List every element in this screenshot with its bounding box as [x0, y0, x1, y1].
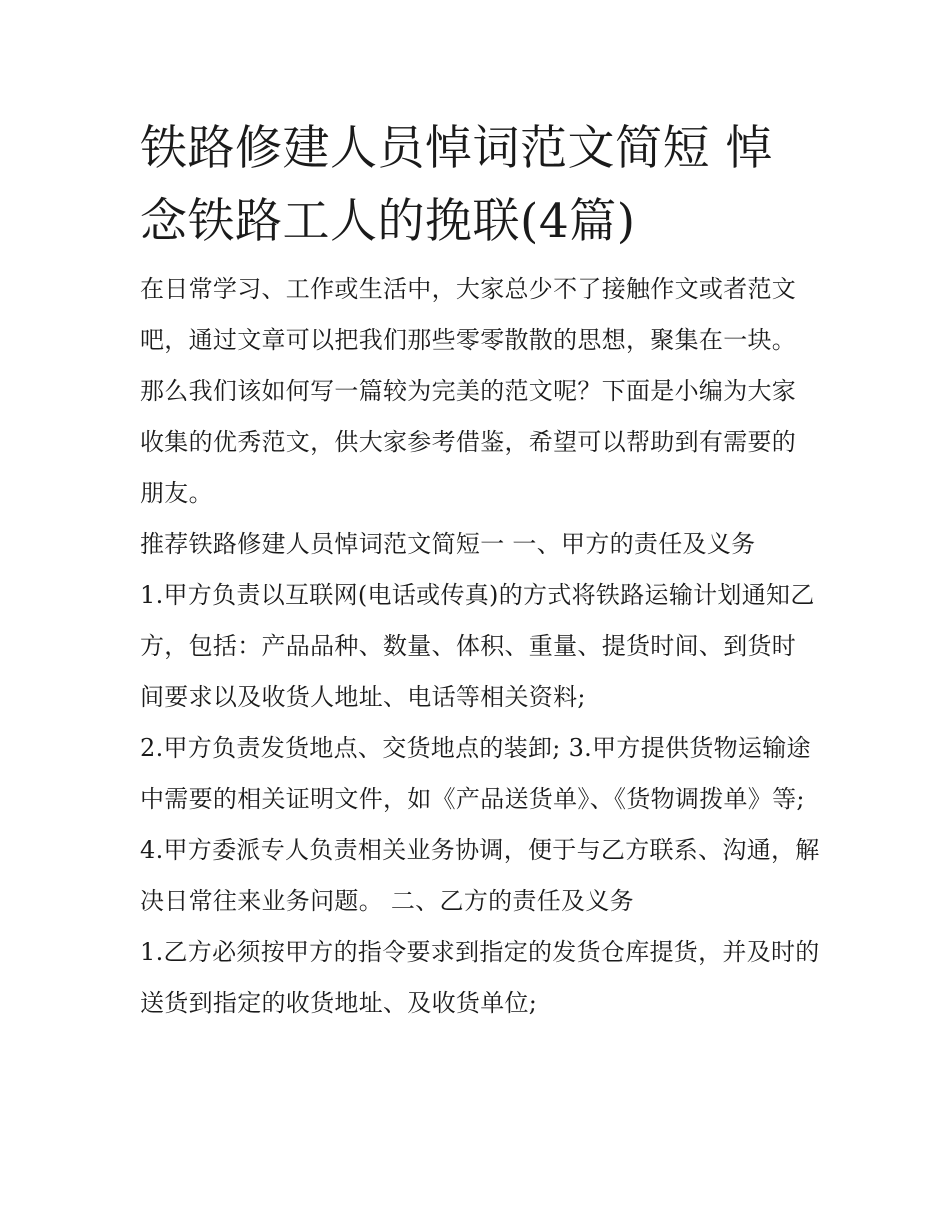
paragraph-item-4: 4.甲方委派专人负责相关业务协调，便于与乙方联系、沟通，解决日常往来业务问题。 二、乙方的责任及义务: [140, 836, 820, 915]
paragraph-party-b-item-1: 1.乙方必须按甲方的指令要求到指定的发货仓库提货，并及时的送货到指定的收货地址、及收货单位;: [140, 938, 820, 1017]
paragraph-intro: 在日常学习、工作或生活中，大家总少不了接触作文或者范文吧，通过文章可以把我们那些零零散散的思想，聚集在一块。那么我们该如何写一篇较为完美的范文呢？下面是小编为大家收集的优秀范文，供大家参考借鉴，希望可以帮助到有需要的朋友。: [140, 275, 797, 507]
document-title: 铁路修建人员悼词范文简短 悼念铁路工人的挽联(4篇): [140, 121, 773, 249]
paragraph-item-2-3: 2.甲方负责发货地点、交货地点的装卸; 3.甲方提供货物运输途中需要的相关证明文件，如《产品送货单》、《货物调拨单》等;: [140, 734, 811, 813]
document-page: [140, 112, 820, 1029]
paragraph-section-1-heading: 推荐铁路修建人员悼词范文简短一 一、甲方的责任及义务: [140, 530, 756, 558]
paragraph-item-1: 1.甲方负责以互联网(电话或传真)的方式将铁路运输计划通知乙方，包括：产品品种、数量、体积、重量、提货时间、到货时间要求以及收货人地址、电话等相关资料;: [140, 581, 815, 711]
